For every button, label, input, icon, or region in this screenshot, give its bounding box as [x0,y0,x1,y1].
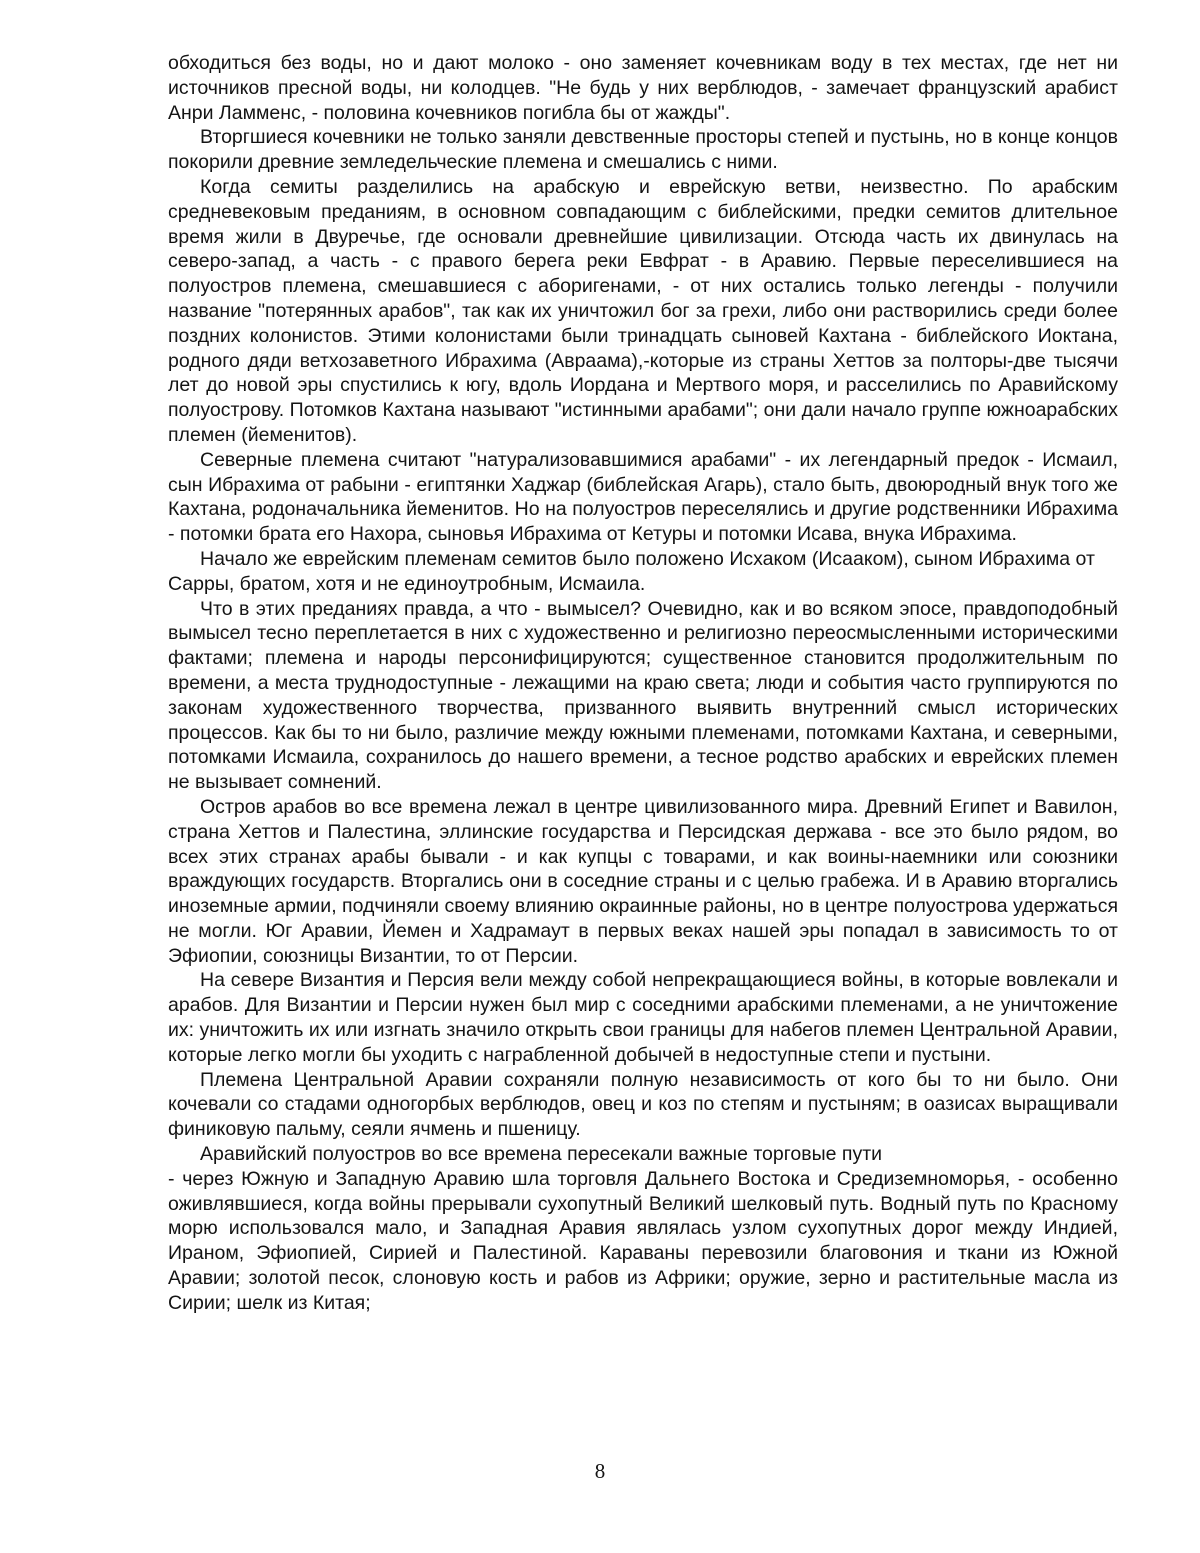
paragraph: Северные племена считают "натурализовавшимися арабами" - их легендарный предок - Исмаил, сын Ибрахима от рабыни - египтянки Хаджар (библейская Агарь), стало быть, двоюродный внук того же Кахтана, родоначальника йеменитов. Но на полуостров переселялись и другие родственники Ибрахима - потомки брата его Нахора, сыновья Ибрахима от Кетуры и потомки Исава, внука Ибрахима. [168,448,1118,547]
page-number: 8 [0,1459,1200,1484]
paragraph: Аравийский полуостров во все времена пересекали важные торговые пути [168,1142,1118,1167]
paragraph: На севере Византия и Персия вели между собой непрекращающиеся войны, в которые вовлекали и арабов. Для Византии и Персии нужен был мир с соседними арабскими племенами, а не уничтожение их: уничтожить их или изгнать значило открыть свои границы для набегов племен Центральной Аравии, которые легко могли бы уходить с награбленной добычей в недоступные степи и пустыни. [168,968,1118,1067]
paragraph-continuation: обходиться без воды, но и дают молоко - оно заменяет кочевникам воду в тех местах, где нет ни источников пресной воды, ни колодцев. "Не будь у них верблюдов, - замечает французский арабист Анри Ламменс, - половина кочевников погибла бы от жажды". [168,51,1118,125]
paragraph: Племена Центральной Аравии сохраняли полную независимость от кого бы то ни было. Они кочевали со стадами одногорбых верблюдов, овец и коз по степям и пустыням; в оазисах выращивали финиковую пальму, сеяли ячмень и пшеницу. [168,1068,1118,1142]
body-text [168,51,1118,1316]
paragraph: - через Южную и Западную Аравию шла торговля Дальнего Востока и Средиземноморья, - особенно оживлявшиеся, когда войны прерывали сухопутный Великий шелковый путь. Водный путь по Красному морю использовался мало, и Западная Аравия являлась узлом сухопутных дорог между Индией, Ираном, Эфиопией, Сирией и Палестиной. Караваны перевозили благовония и ткани из Южной Аравии; золотой песок, слоновую кость и рабов из Африки; оружие, зерно и растительные масла из Сирии; шелк из Китая; [168,1167,1118,1316]
paragraph: Вторгшиеся кочевники не только заняли девственные просторы степей и пустынь, но в конце концов покорили древние земледельческие племена и смешались с ними. [168,125,1118,175]
paragraph: Что в этих преданиях правда, а что - вымысел? Очевидно, как и во всяком эпосе, правдоподобный вымысел тесно переплетается в них с художественно и религиозно переосмысленными историческими фактами; племена и народы персонифицируются; существенное становится продолжительным по времени, а места труднодоступные - лежащими на краю света; люди и события часто группируются по законам художественного творчества, призванного выявить внутренний смысл исторических процессов. Как бы то ни было, различие между южными племенами, потомками Кахтана, и северными, потомками Исмаила, сохранилось до нашего времени, а тесное родство арабских и еврейских племен не вызывает сомнений. [168,597,1118,795]
paragraph: Начало же еврейским племенам семитов было положено Исхаком (Исааком), сыном Ибрахима от Сарры, братом, хотя и не единоутробным, Исмаила. [168,547,1118,597]
paragraph: Когда семиты разделились на арабскую и еврейскую ветви, неизвестно. По арабским средневековым преданиям, в основном совпадающим с библейскими, предки семитов длительное время жили в Двуречье, где основали древнейшие цивилизации. Отсюда часть их двинулась на северо-запад, а часть - с правого берега реки Евфрат - в Аравию. Первые переселившиеся на полуостров племена, смешавшиеся с аборигенами, - от них остались только легенды - получили название "потерянных арабов", так как их уничтожил бог за грехи, либо они растворились среди более поздних колонистов. Этими колонистами были тринадцать сыновей Кахтана - библейского Иоктана, родного дяди ветхозаветного Ибрахима (Авраама),-которые из страны Хеттов за полторы-две тысячи лет до новой эры спустились к югу, вдоль Иордана и Мертвого моря, и расселились по Аравийскому полуострову. Потомков Кахтана называют "истинными арабами"; они дали начало группе южноарабских племен (йеменитов). [168,175,1118,448]
document-page [0,0,1200,1553]
paragraph: Остров арабов во все времена лежал в центре цивилизованного мира. Древний Египет и Вавилон, страна Хеттов и Палестина, эллинские государства и Персидская держава - все это было рядом, во всех этих странах арабы бывали - и как купцы с товарами, и как воины-наемники или союзники враждующих государств. Вторгались они в соседние страны и с целью грабежа. И в Аравию вторгались иноземные армии, подчиняли своему влиянию окраинные районы, но в центре полуострова удержаться не могли. Юг Аравии, Йемен и Хадрамаут в первых веках нашей эры попадал в зависимость то от Эфиопии, союзницы Византии, то от Персии. [168,795,1118,969]
